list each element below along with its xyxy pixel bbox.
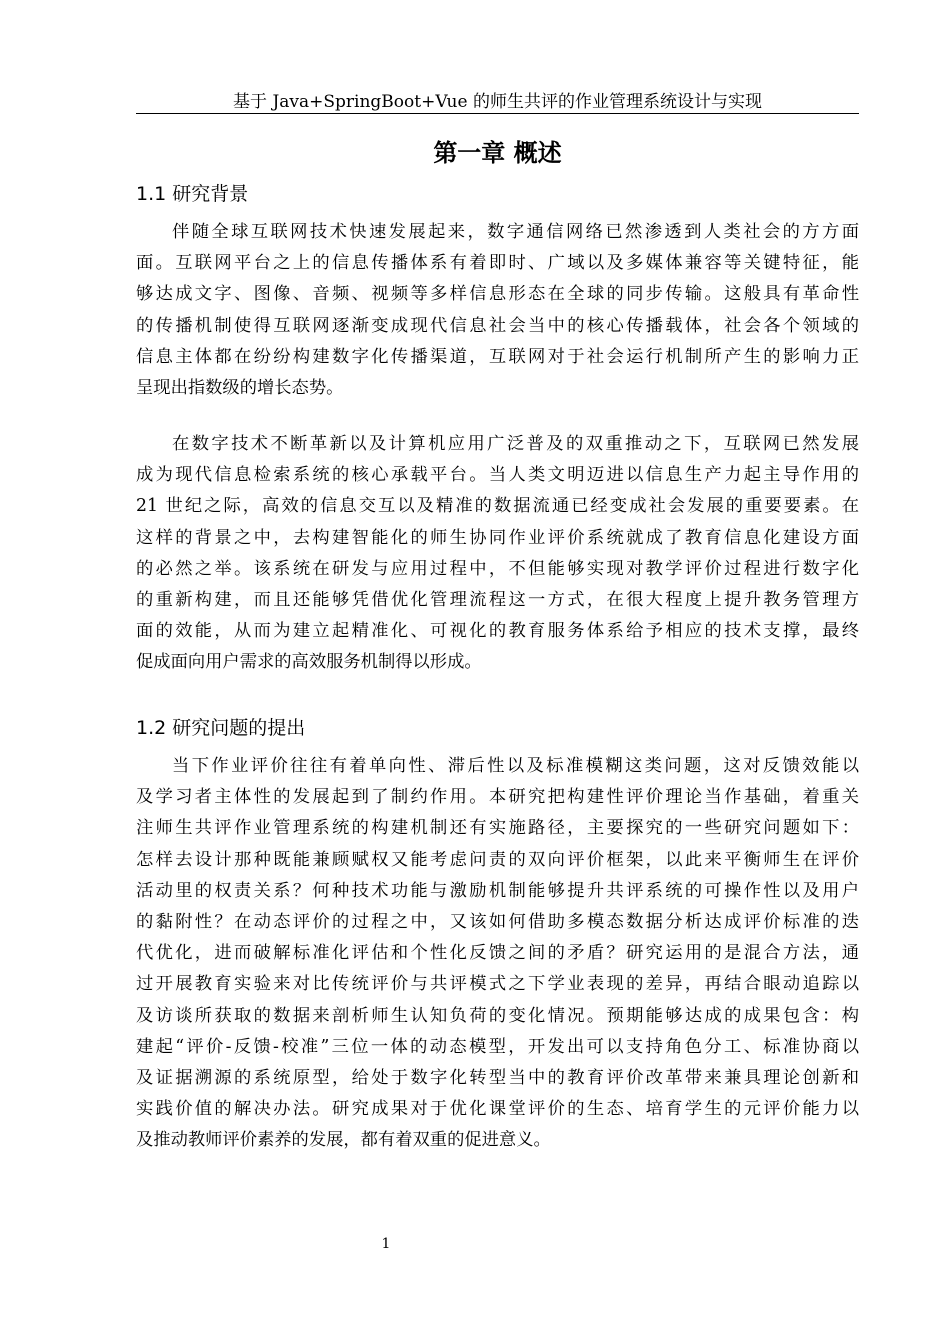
paragraph-line: 信息主体都在纷纷构建数字化传播渠道，互联网对于社会运行机制所产生的影响力正 [136,346,859,367]
header-rule [136,113,859,114]
paragraph-line: 伴随全球互联网技术快速发展起来，数字通信网络已然渗透到人类社会的方方面 [172,222,859,242]
paragraph-line: 建起“评价-反馈-校准”三位一体的动态模型，开发出可以支持角色分工、标准协商以 [136,1036,859,1057]
paragraph-background-2 [136,429,859,679]
paragraph-line: 及证据溯源的系统原型，给处于数字化转型当中的教育评价改革带来兼具理论创新和 [136,1067,859,1088]
paragraph-line: 怎样去设计那种既能兼顾赋权又能考虑问责的双向评价框架，以此来平衡师生在评价 [136,849,859,870]
paragraph-line: 促成面向用户需求的高效服务机制得以形成。 [136,652,482,673]
paragraph-line: 21 世纪之际，高效的信息交互以及精准的数据流通已经变成社会发展的重要要素。在 [136,496,859,517]
paragraph-line: 注师生共评作业管理系统的构建机制还有实施路径，主要探究的一些研究问题如下： [136,818,859,839]
paragraph-line: 的黏附性？在动态评价的过程之中，又该如何借助多模态数据分析达成评价标准的迭 [136,911,859,932]
paragraph-line: 的重新构建，而且还能够凭借优化管理流程这一方式，在很大程度上提升教务管理方 [136,589,859,610]
paragraph-line: 的必然之举。该系统在研发与应用过程中，不但能够实现对教学评价过程进行数字化 [136,558,859,579]
paragraph-line: 及学习者主体性的发展起到了制约作用。本研究把构建性评价理论当作基础，着重关 [136,787,859,808]
page-number: 1 [381,1236,391,1252]
paragraph-line: 呈现出指数级的增长态势。 [136,377,344,398]
paragraph-line: 代优化，进而破解标准化评估和个性化反馈之间的矛盾？研究运用的是混合方法，通 [136,943,859,964]
paragraph-line: 实践价值的解决办法。研究成果对于优化课堂评价的生态、培育学生的元评价能力以 [136,1099,859,1120]
paragraph-line: 面的效能，从而为建立起精准化、可视化的教育服务体系给予相应的技术支撑，最终 [136,621,859,642]
chapter-title: 第一章 概述 [433,139,562,167]
paragraph-background-1 [136,217,859,404]
paragraph-research-questions [136,751,859,1156]
paragraph-line: 过开展教育实验来对比传统评价与共评模式之下学业表现的差异，再结合眼动追踪以 [136,974,859,995]
paragraph-line: 的传播机制使得互联网逐渐变成现代信息社会当中的核心传播载体，社会各个领域的 [136,315,859,336]
paragraph-line: 这样的背景之中，去构建智能化的师生协同作业评价系统就成了教育信息化建设方面 [136,527,859,548]
section-heading-background: 1.1 研究背景 [136,183,249,205]
paragraph-line: 及访谈所获取的数据来剖析师生认知负荷的变化情况。预期能够达成的成果包含：构 [136,1005,859,1026]
paragraph-line: 面。互联网平台之上的信息传播体系有着即时、广域以及多媒体兼容等关键特征，能 [136,253,859,274]
paragraph-line: 活动里的权责关系？何种技术功能与激励机制能够提升共评系统的可操作性以及用户 [136,880,859,901]
paragraph-line: 成为现代信息检索系统的核心承载平台。当人类文明迈进以信息生产力起主导作用的 [136,465,859,486]
paragraph-line: 够达成文字、图像、音频、视频等多样信息形态在全球的同步传输。这般具有革命性 [136,284,859,305]
paragraph-line: 当下作业评价往往有着单向性、滞后性以及标准模糊这类问题，这对反馈效能以 [172,756,859,776]
paragraph-line: 及推动教师评价素养的发展，都有着双重的促进意义。 [136,1130,551,1151]
running-header: 基于 Java+SpringBoot+Vue 的师生共评的作业管理系统设计与实现 [233,92,762,112]
section-heading-research-questions: 1.2 研究问题的提出 [136,717,306,739]
paragraph-line: 在数字技术不断革新以及计算机应用广泛普及的双重推动之下，互联网已然发展 [172,434,859,454]
